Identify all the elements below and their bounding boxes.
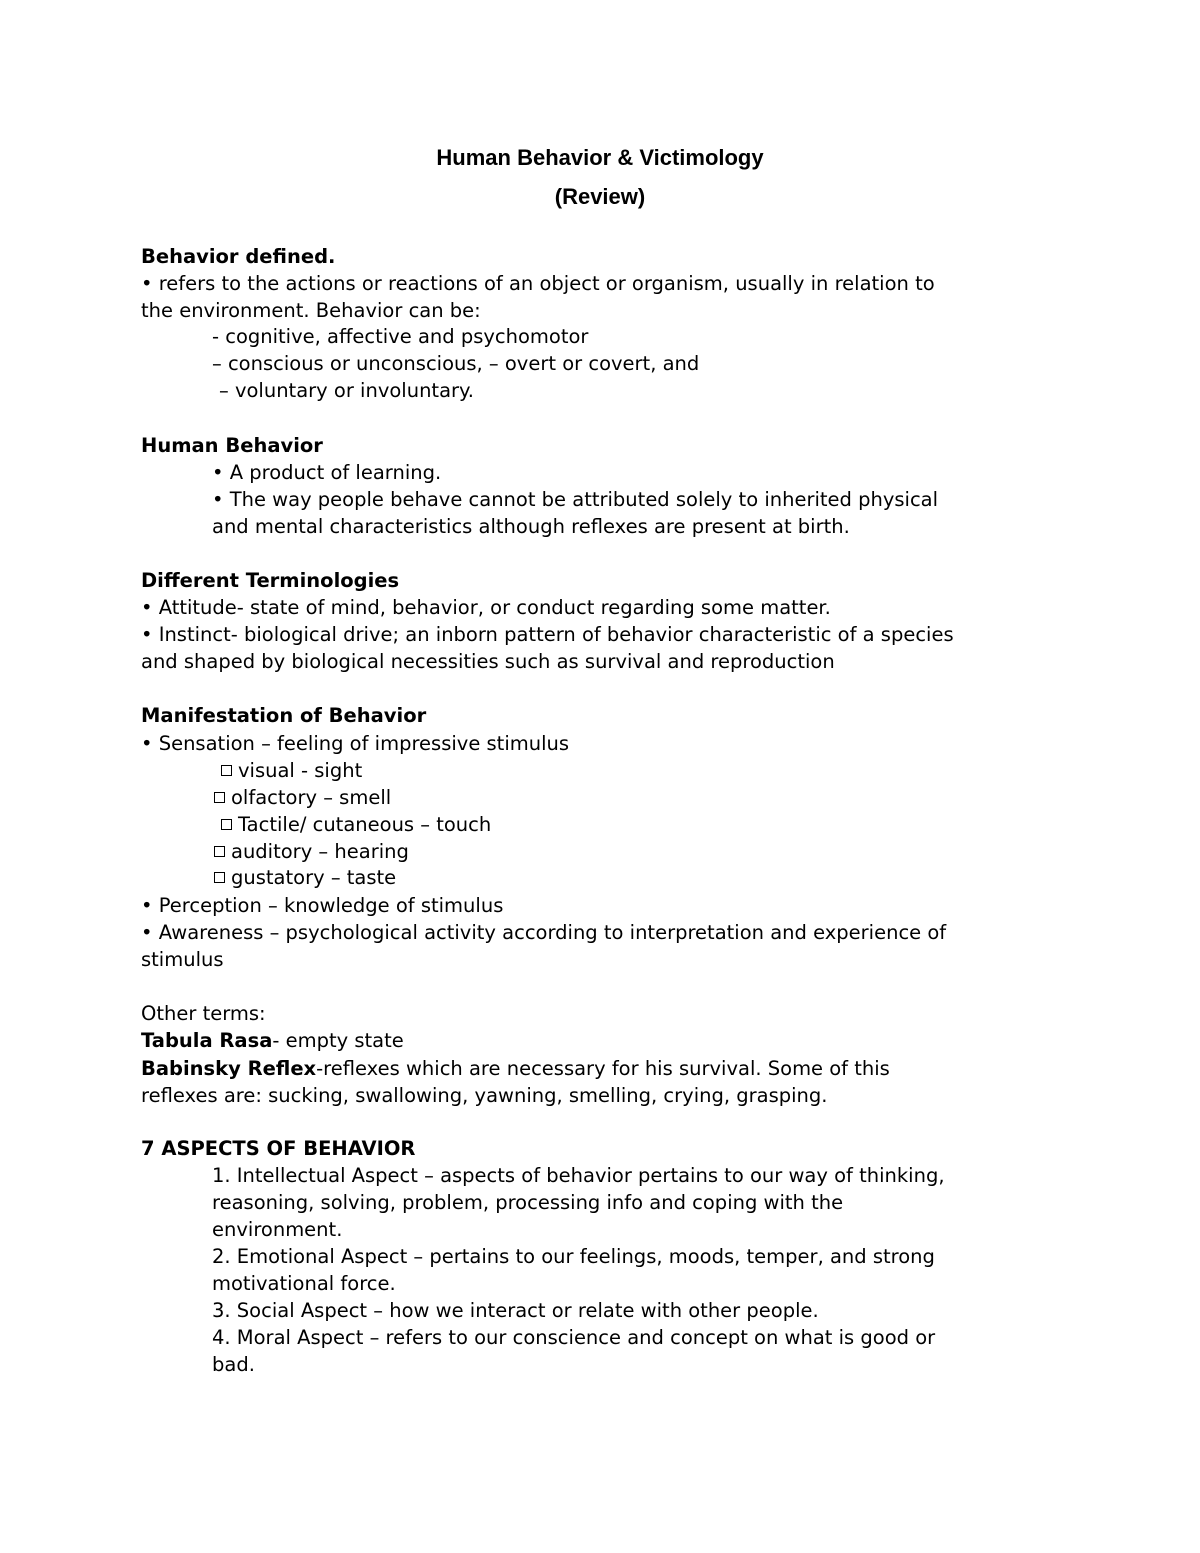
term-tabula-rasa: Tabula Rasa- empty state [141, 1029, 404, 1052]
aspect-line: environment. [212, 1218, 343, 1241]
list-item-continuation: and mental characteristics although reflexes are present at birth. [212, 515, 850, 538]
list-item: • Perception – knowledge of stimulus [141, 894, 504, 917]
list-item: – conscious or unconscious, – overt or covert, and [212, 352, 700, 375]
checkbox-square-icon [221, 819, 232, 830]
paragraph-line: reflexes are: sucking, swallowing, yawning, smelling, crying, grasping. [141, 1084, 828, 1107]
aspect-line: bad. [212, 1353, 255, 1376]
term-babinsky-reflex: Babinsky Reflex-reflexes which are necessary for his survival. Some of this [141, 1057, 890, 1080]
paragraph-line: the environment. Behavior can be: [141, 299, 481, 322]
list-item: • Instinct- biological drive; an inborn pattern of behavior characteristic of a species [141, 623, 954, 646]
list-item: – voluntary or involuntary. [219, 379, 475, 402]
section-heading-manifestation: Manifestation of Behavior [141, 704, 427, 727]
sense-item: gustatory – taste [214, 864, 396, 891]
list-item: • Sensation – feeling of impressive stimulus [141, 732, 570, 755]
list-item: - cognitive, affective and psychomotor [212, 325, 589, 348]
sense-item: visual - sight [221, 757, 362, 784]
section-heading-human-behavior: Human Behavior [141, 434, 323, 457]
aspect-line: reasoning, solving, problem, processing info and coping with the [212, 1191, 844, 1214]
checkbox-square-icon [214, 846, 225, 857]
list-item-continuation: stimulus [141, 948, 224, 971]
checkbox-square-icon [214, 792, 225, 803]
list-item-continuation: and shaped by biological necessities such as survival and reproduction [141, 650, 835, 673]
aspect-line: 4. Moral Aspect – refers to our conscience and concept on what is good or [212, 1326, 936, 1349]
aspect-line: 3. Social Aspect – how we interact or relate with other people. [212, 1299, 819, 1322]
section-heading-terminologies: Different Terminologies [141, 569, 400, 592]
aspect-line: 2. Emotional Aspect – pertains to our feelings, moods, temper, and strong [212, 1245, 935, 1268]
section-heading-behavior-defined: Behavior defined. [141, 245, 336, 268]
aspect-line: 1. Intellectual Aspect – aspects of behavior pertains to our way of thinking, [212, 1164, 945, 1187]
checkbox-square-icon [214, 872, 225, 883]
sense-item: olfactory – smell [214, 784, 391, 811]
paragraph-line: • refers to the actions or reactions of an object or organism, usually in relation to [141, 272, 935, 295]
sense-item: auditory – hearing [214, 838, 409, 865]
list-item: • The way people behave cannot be attributed solely to inherited physical [212, 488, 939, 511]
document-subtitle: (Review) [554, 184, 646, 209]
other-terms-label: Other terms: [141, 1002, 266, 1025]
document-title: Human Behavior & Victimology [436, 145, 764, 170]
section-heading-aspects: 7 ASPECTS OF BEHAVIOR [141, 1137, 416, 1160]
list-item: • A product of learning. [212, 461, 442, 484]
aspect-line: motivational force. [212, 1272, 396, 1295]
checkbox-square-icon [221, 765, 232, 776]
sense-item: Tactile/ cutaneous – touch [221, 811, 491, 838]
list-item: • Awareness – psychological activity according to interpretation and experience of [141, 921, 947, 944]
list-item: • Attitude- state of mind, behavior, or conduct regarding some matter. [141, 596, 831, 619]
